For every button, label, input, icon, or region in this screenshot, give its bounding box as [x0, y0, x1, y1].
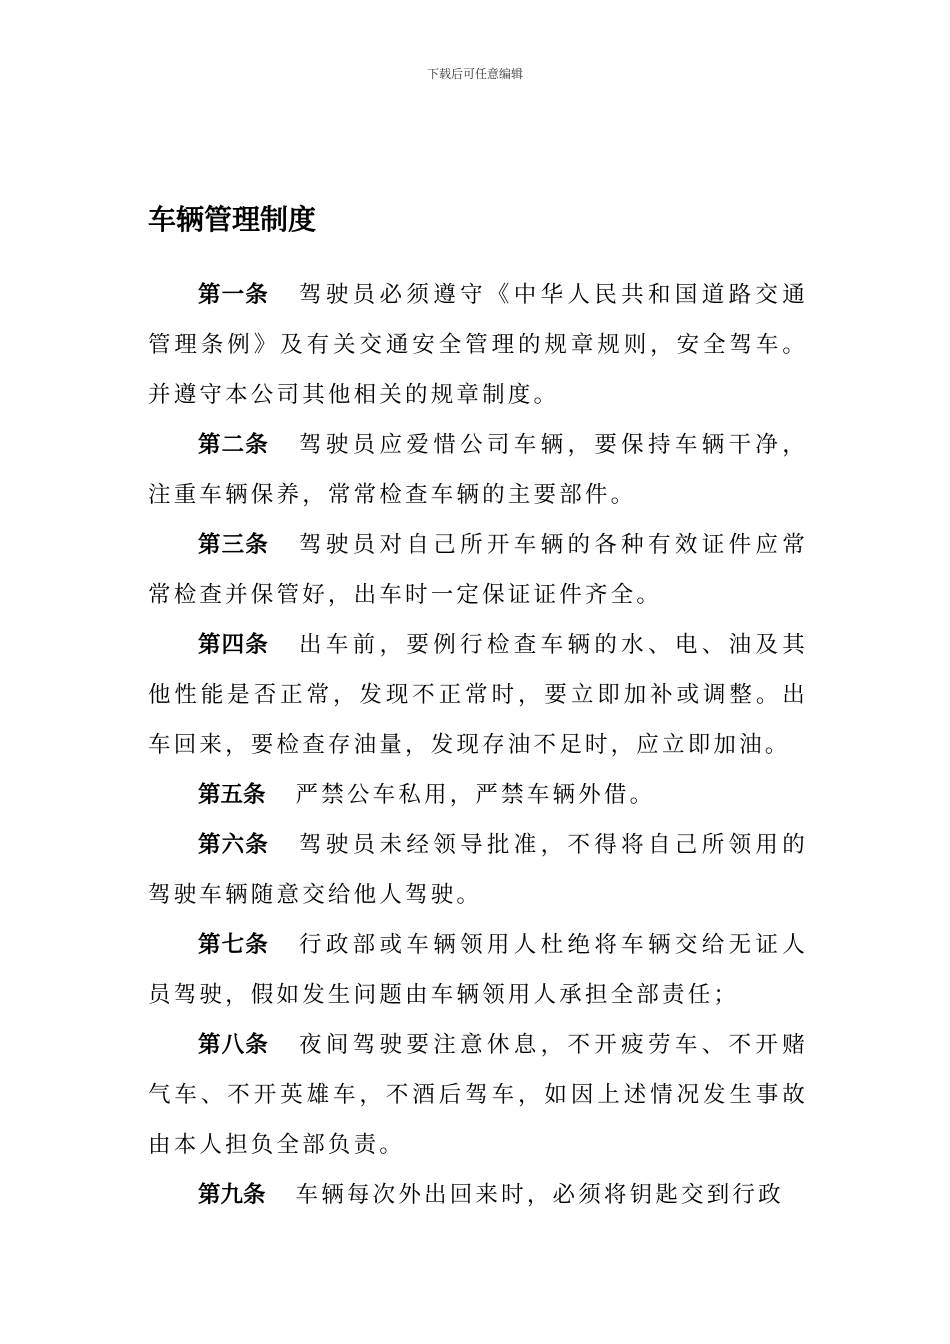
article-text: 驾驶员必须遵守《中华人民共和国道路交通管理条例》及有关交通安全管理的规章规则，安全驾车。并遵守本公司其他相关的规章制度。: [148, 282, 808, 408]
article-7: [148, 920, 808, 1020]
article-text: 行政部或车辆领用人杜绝将车辆交给无证人员驾驶，假如发生问题由车辆领用人承担全部责任；: [148, 932, 808, 1008]
article-2: [148, 420, 808, 520]
article-label: 第二条: [198, 432, 269, 458]
article-3: [148, 520, 808, 620]
article-4: [148, 620, 808, 770]
article-9: [148, 1170, 808, 1220]
article-6: [148, 820, 808, 920]
article-label: 第三条: [198, 532, 269, 558]
document-title: 车辆管理制度: [148, 203, 317, 236]
article-text: 严禁公车私用，严禁车辆外借。: [295, 782, 656, 808]
article-text: 驾驶员未经领导批准，不得将自己所领用的驾驶车辆随意交给他人驾驶。: [148, 832, 808, 908]
article-text: 驾驶员对自己所开车辆的各种有效证件应常常检查并保管好，出车时一定保证证件齐全。: [148, 532, 808, 608]
document-body: [148, 270, 808, 1220]
article-label: 第四条: [198, 632, 269, 658]
article-label: 第五条: [198, 782, 266, 808]
article-label: 第八条: [198, 1032, 269, 1058]
article-label: 第九条: [198, 1182, 266, 1208]
article-text: 出车前，要例行检查车辆的水、电、油及其他性能是否正常，发现不正常时，要立即加补或调整。出车回来，要检查存油量，发现存油不足时，应立即加油。: [148, 632, 808, 758]
article-text: 夜间驾驶要注意休息，不开疲劳车、不开赌气车、不开英雄车，不酒后驾车，如因上述情况发生事故由本人担负全部负责。: [148, 1032, 808, 1158]
article-label: 第一条: [198, 282, 269, 308]
article-label: 第七条: [198, 932, 269, 958]
article-label: 第六条: [198, 832, 269, 858]
article-1: [148, 270, 808, 420]
article-text: 车辆每次外出回来时，必须将钥匙交到行政: [295, 1182, 784, 1208]
article-8: [148, 1020, 808, 1170]
page-header-note: 下载后可任意编辑: [426, 67, 523, 81]
article-5: [148, 770, 808, 820]
article-text: 驾驶员应爱惜公司车辆，要保持车辆干净，注重车辆保养，常常检查车辆的主要部件。: [148, 432, 808, 508]
